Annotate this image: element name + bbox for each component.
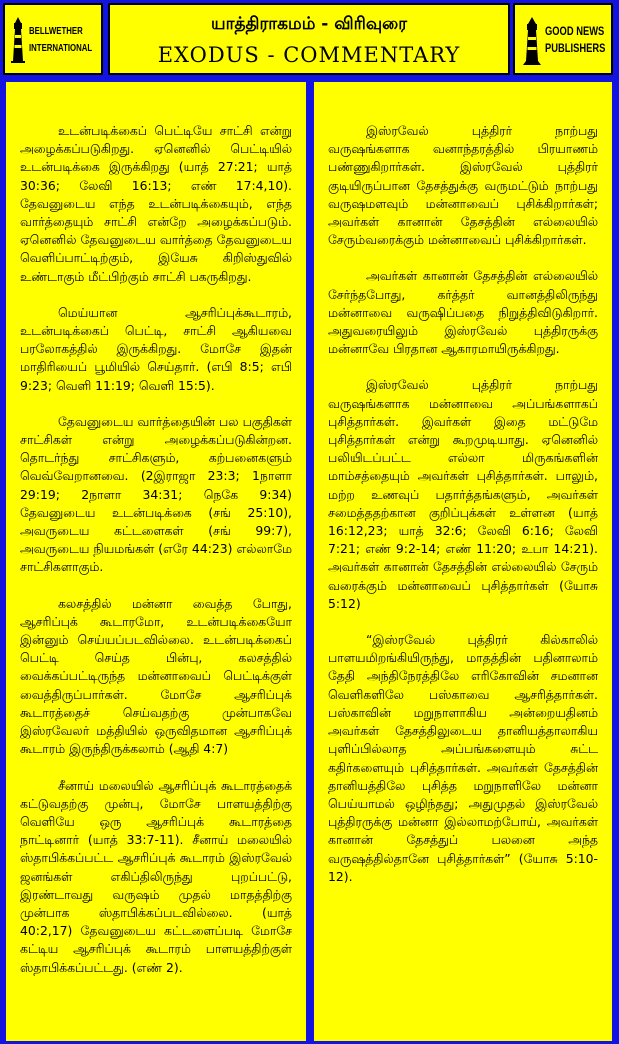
lighthouse-icon <box>11 17 25 63</box>
left-paragraph-4: கலசத்தில் மன்னா வைத்த போது, ஆசரிப்புக் கூடாரமோ, உடன்படிக்கையோ இன்னும் செய்யப்படவில்லை. உடன்படிக்கைப் பெட்டி செய்த பின்பு, கலசத்தில் வைக்கப்பட்டிருந்த மன்னாவைப் பெட்டிக்குள் வைத்திருப்பார்கள். மோசே ஆசரிப்புக் கூடாரத்தைச் செய்வதற்கு முன்பாகவே இஸ்ரவேலர் மத்தியில் ஒருவிதமான ஆசரிப்புக் கூடாரம் இருந்திருக்கலாம் (ஆதி 4:7) <box>20 595 292 757</box>
right-paragraph-3: இஸ்ரவேல் புத்திரர் நாற்பது வருஷங்களாக மன்னாவை அப்பங்களாகப் புசித்தார்கள். இவர்கள் இதை மட்டுமே புசித்தார்கள் என்று கூறமுடியாது. ஏனெனில் பலியிடப்பட்ட எல்லா மிருகங்களின் மாம்சத்தையும் அவர்கள் புசித்தார்கள். பாலும், மற்ற உணவுப் பதார்த்தங்களும், அவர்கள் சமைத்ததற்கான குறிப்புக்கள் உள்ளன (யாத் 16:12,23; யாத் 32:6; லேவி 6:16; லேவி 7:21; எண் 9:2-14; எண் 11:20; உபா 14:21). அவர்கள் கானான் தேசத்தின் எல்லையில் சேரும் வரைக்கும் மன்னாவைப் புசித்தார்கள் (யோசு 5:12) <box>328 377 598 611</box>
good-news-line1: GOOD NEWS <box>545 24 605 38</box>
left-paragraph-3: தேவனுடைய வார்த்தையின் பல பகுதிகள் சாட்சிகள் என்று அழைக்கப்படுகின்றன. தொடர்ந்து சாட்சிகளும், கற்பனைகளும் வெவ்வேறானவை. (2இராஜா 23:3; 1நாளா 29:19; 2நாளா 34:31; நெகே 9:34) தேவனுடைய உடன்படிக்கை (சங் 25:10), அவருடைய கட்டளைகள் (சங் 99:7), அவருடைய நியமங்கள் (எரே 44:23) எல்லாமே சாட்சிகளாகும். <box>20 413 292 575</box>
left-paragraph-1: உடன்படிக்கைப் பெட்டியே சாட்சி என்று அழைக்கப்படுகிறது. ஏனெனில் பெட்டியில் உடன்படிக்கை இருக்கிறது (யாத் 27:21; யாத் 30:36; லேவி 16:13; எண் 17:4,10). தேவனுடைய எந்த உடன்படிக்கையும், எந்த வார்த்தையும் சாட்சி என்றே அழைக்கப்படும். ஏனெனில் தேவனுடைய வார்த்தை தேவனுடைய வெளிப்பாட்டிற்கும், இயேசு கிறிஸ்துவில் உண்டாகும் மீட்பிற்கும் சாட்சி பகருகிறது. <box>20 123 292 284</box>
left-column <box>6 82 306 1041</box>
bellwether-logo <box>3 3 103 75</box>
bellwether-line1: BELLWETHER <box>29 26 83 37</box>
left-paragraph-2: மெய்யான ஆசரிப்புக்கூடாரம், உடன்படிக்கைப் பெட்டி, சாட்சி ஆகியவை பரலோகத்தில் இருக்கிறது. மோசே இதன் மாதிரியைப் பூமியில் செய்தார். (எபி 8:5; எபி 9:23; வெளி 11:19; வெளி 15:5). <box>20 304 292 393</box>
bellwether-logo-text <box>29 23 93 57</box>
header <box>0 0 619 80</box>
right-paragraph-2: அவர்கள் கானான் தேசத்தின் எல்லையில் சேர்ந்தபோது, கர்த்தர் வானத்திலிருந்து மன்னாவை வருஷிப்பதை நிறுத்திவிடுகிறார். அதுவரையிலும் இஸ்ரவேல் புத்திரருக்கு மன்னாவே பிரதான ஆகாரமாயிருக்கிறது. <box>328 268 598 357</box>
good-news-line2: PUBLISHERS <box>545 41 606 55</box>
lighthouse-icon <box>523 17 541 65</box>
title-box <box>108 3 510 75</box>
right-paragraph-4: “இஸ்ரவேல் புத்திரர் கில்காலில் பாளயமிறங்கியிருந்து, மாதத்தின் பதினாலாம் தேதி அந்திநேரத்திலே எரிகோவின் சமனான வெளிகளிலே பஸ்காவை ஆசரித்தார்கள். பஸ்காவின் மறுநாளாகிய அன்றையதினம் அவர்கள் தேசத்திலுடைய தானியத்தாலாகிய புளிப்பில்லாத அப்பங்களையும் சுட்ட கதிர்களையும் புசித்தார்கள். அவர்கள் தேசத்தின் தானியத்திலே புசித்த மறுநாளிலே மன்னா பெய்யாமல் ஒழிந்தது; அதுமுதல் இஸ்ரவேல் புத்திரருக்கு மன்னா இல்லாமற்போய், அவர்கள் கானான் தேசத்துப் பலனை அந்த வருஷத்தில்தானே புசித்தார்கள்” (யோசு 5:10-12). <box>328 632 598 884</box>
good-news-logo <box>513 3 613 75</box>
good-news-logo-text <box>545 23 606 57</box>
bellwether-line2: INTERNATIONAL <box>29 43 93 54</box>
title-tamil: யாத்திராகமம் - விரிவுரை <box>211 14 407 34</box>
title-english: EXODUS - COMMENTARY <box>157 43 461 67</box>
left-paragraph-5: சீனாய் மலையில் ஆசரிப்புக் கூடாரத்தைக் கட்டுவதற்கு முன்பு, மோசே பாளயத்திற்கு வெளியே ஒரு ஆசரிப்புக் கூடாரத்தை நாட்டினார் (யாத் 33:7-11). சீனாய் மலையில் ஸ்தாபிக்கப்பட்ட ஆசரிப்புக் கூடாரம் இஸ்ரவேல் ஜனங்கள் எகிப்திலிருந்து புறப்பட்டு, இரண்டாவது வருஷம் முதல் மாதத்திற்கு முன்பாக ஸ்தாபிக்கப்படவில்லை. (யாத் 40:2,17) தேவனுடைய கட்டளைப்படி மோசே கட்டிய ஆசரிப்புக் கூடாரம் பாளயத்திற்குள் ஸ்தாபிக்கப்பட்டது. (எண் 2). <box>20 777 292 975</box>
right-column <box>314 82 612 1041</box>
right-paragraph-1: இஸ்ரவேல் புத்திரர் நாற்பது வருஷங்களாக வனாந்தரத்தில் பிரயாணம் பண்ணுகிறார்கள். இஸ்ரவேல் புத்திரர் குடியிருப்பான தேசத்துக்கு வருமட்டும் நாற்பது வருஷமளவும் மன்னாவைப் புசிக்கிறார்கள்; அவர்கள் கானான் தேசத்தின் எல்லையில் சேரும்வரைக்கும் மன்னாவைப் புசிக்கிறார்கள். <box>328 123 598 248</box>
